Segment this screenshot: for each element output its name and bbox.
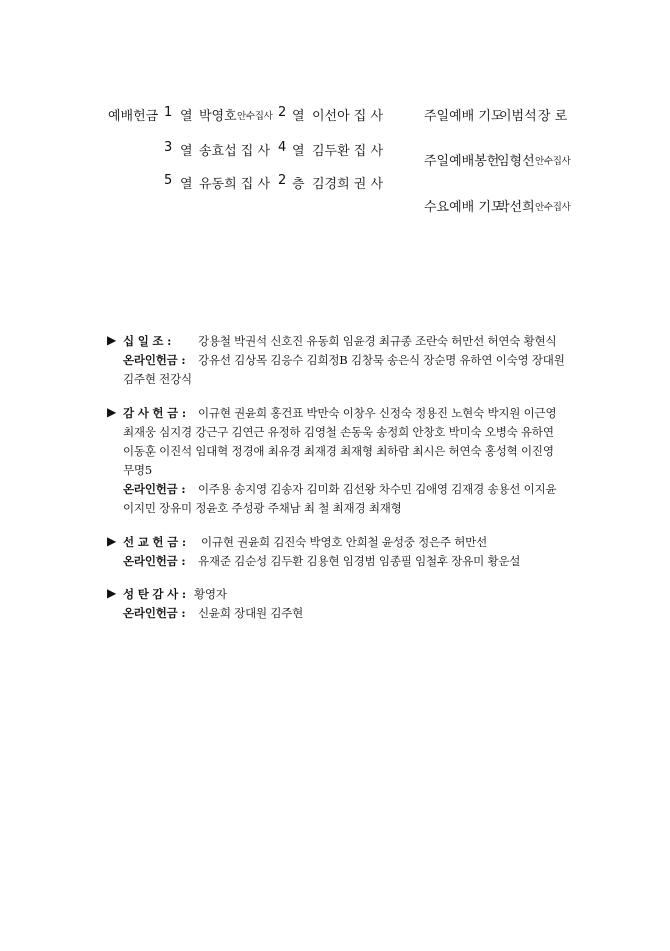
christmas-online-label: 온라인헌금 : <box>123 606 186 620</box>
row2-num2: 4 <box>278 140 287 155</box>
row1-unit2: 열 <box>292 109 305 124</box>
row1-unit1: 열 <box>180 109 193 124</box>
marker-christmas: ▶ <box>107 586 117 600</box>
row1-name1: 박영호 <box>199 109 237 124</box>
mission-online-label: 온라인헌금 : <box>123 554 186 568</box>
thanksgiving-line-2: 최재웅 심지경 강근구 김연근 유정하 김영철 손동욱 송정희 안창호 박미숙 오병숙 유하연 <box>123 425 554 439</box>
row3-num2: 2 <box>278 173 287 188</box>
mission-heading: 선 교 헌 금 : <box>123 535 186 549</box>
role-name-sunday-prayer: 이범석 <box>499 109 537 124</box>
tithe-names: 강용철 박권석 신호진 유동희 임윤경 최규종 조란숙 허만선 허연숙 황현식 <box>198 334 557 348</box>
role-label-wednesday-prayer: 수요예배 기도 <box>424 200 504 215</box>
role-title-wednesday-prayer: 안수집사 <box>535 202 571 213</box>
offering-label: 예배헌금 <box>108 109 159 124</box>
role-name-sunday-offering: 임형선 <box>497 154 535 169</box>
christmas-heading: 성 탄 감 사 : <box>123 587 186 601</box>
row1-name2: 이선아 집 사 <box>312 109 384 124</box>
marker-mission: ▶ <box>107 534 117 548</box>
role-label-sunday-prayer: 주일예배 기도 <box>424 109 504 124</box>
tithe-online-label: 온라인헌금 : <box>123 353 186 367</box>
tithe-heading: 십 일 조 : <box>123 334 172 348</box>
thanksgiving-online-line-1: 이주용 송지영 김송자 김미화 김선왕 차수민 김애영 김재경 송용선 이지윤 <box>198 482 557 496</box>
marker-tithe: ▶ <box>107 333 117 347</box>
christmas-online-line-1: 신윤희 장대원 김주현 <box>198 606 304 620</box>
tithe-online-line-2: 김주현 전강식 <box>123 372 192 386</box>
role-title-sunday-prayer: 장 로 <box>538 109 568 124</box>
marker-thanksgiving: ▶ <box>107 405 117 419</box>
thanksgiving-line-1: 이규현 권윤희 홍건표 박만숙 이창우 신정숙 정용진 노현숙 박지원 이근영 <box>198 406 557 420</box>
row3-name2: 김경희 권 사 <box>312 177 384 192</box>
row2-name2: 김두환 집 사 <box>312 144 384 159</box>
role-label-sunday-offering: 주일예배봉헌 <box>424 154 500 169</box>
row3-name1: 유동희 집 사 <box>199 177 271 192</box>
row1-num2: 2 <box>278 105 287 120</box>
christmas-names: 황영자 <box>194 587 227 601</box>
row3-unit1: 열 <box>180 177 193 192</box>
thanksgiving-online-line-2: 이지민 장유미 정윤호 주성광 주채남 최 철 최재경 최재형 <box>123 501 402 515</box>
thanksgiving-line-4: 무명5 <box>123 463 152 477</box>
row2-num1: 3 <box>164 140 173 155</box>
mission-online-line-1: 유재준 김순성 김두환 김용현 임경범 임종필 임철후 장유미 황운설 <box>198 554 521 568</box>
row2-unit2: 열 <box>292 144 305 159</box>
row1-num1: 1 <box>164 105 173 120</box>
mission-names: 이규현 권윤희 김진숙 박영호 안희철 윤성중 정은주 허만선 <box>201 535 488 549</box>
role-name-wednesday-prayer: 박선희 <box>497 200 535 215</box>
row2-unit1: 열 <box>180 144 193 159</box>
tithe-online-line-1: 강유선 김상목 김응수 김희정B 김창묵 송은식 장순명 유하연 이숙영 장대원 <box>198 353 565 367</box>
role-title-sunday-offering: 안수집사 <box>535 156 571 167</box>
thanksgiving-line-3: 이동훈 이진석 임대혁 정경애 최유경 최재경 최재형 최하람 최시은 허연숙 홍성혁 이진영 <box>123 444 554 458</box>
row3-unit2: 층 <box>292 177 305 192</box>
row3-num1: 5 <box>164 173 173 188</box>
thanksgiving-online-label: 온라인헌금 : <box>123 482 186 496</box>
row2-name1: 송효섭 집 사 <box>199 144 271 159</box>
row1-title1: 안수집사 <box>237 111 273 122</box>
thanksgiving-heading: 감 사 헌 금 : <box>123 406 186 420</box>
